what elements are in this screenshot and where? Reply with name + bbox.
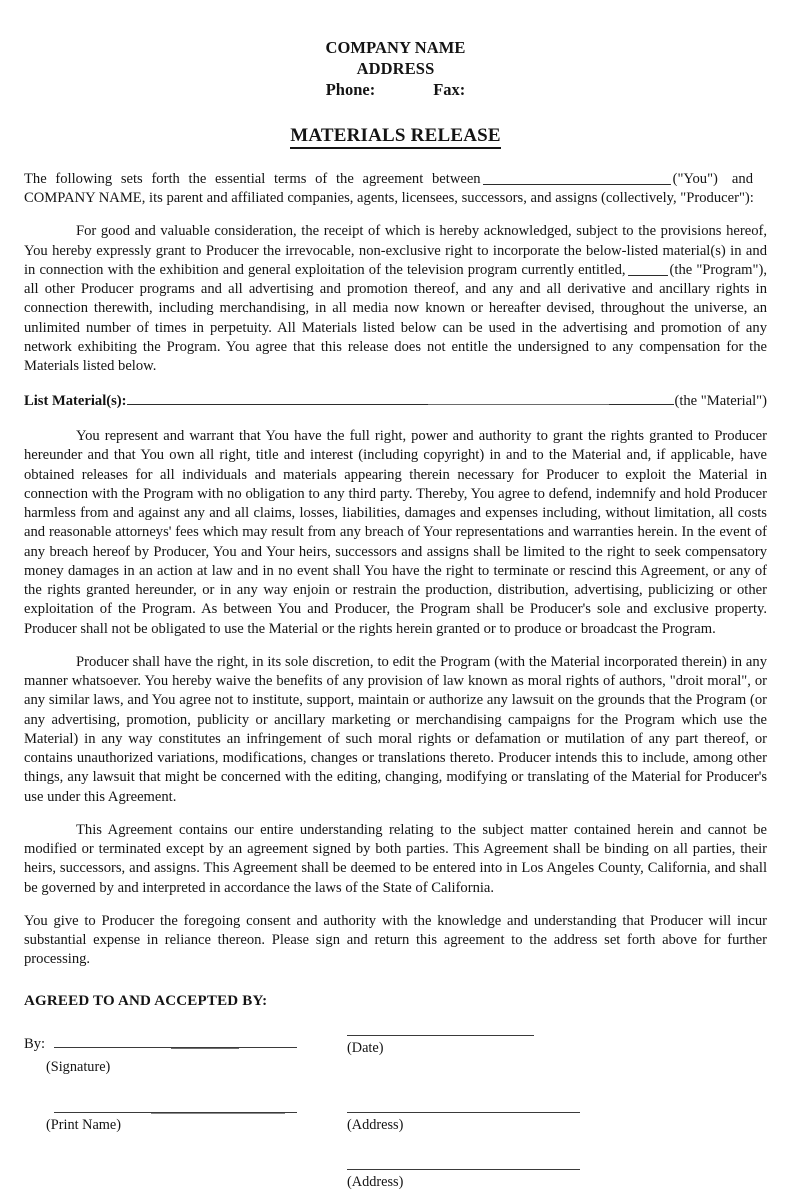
intro-text-c: and	[731, 170, 753, 187]
intro-text-d: COMPANY NAME, its parent and affiliated companies, agents, licensees, successors, and assigns (collectively, "Producer"):	[24, 190, 754, 207]
party-name-blank[interactable]	[483, 170, 671, 185]
signature-caption: (Signature)	[46, 1058, 111, 1075]
company-address: ADDRESS	[356, 58, 435, 78]
paragraph-entire-agreement: This Agreement contains our entire understanding relating to the subject matter contained herein and cannot be modified or terminated except by an agreement signed by both parties. This Agreement shall be binding on all parties, their heirs, successors, and assigns. This Agreement shall be deemed to be entered into in Los Angeles County, California, and shall be governed by and interpreted in accordance the laws of the State of California.	[24, 821, 767, 896]
letterhead	[24, 38, 767, 101]
paragraph-intro	[24, 170, 767, 209]
address-input-line-1[interactable]	[347, 1112, 580, 1113]
print-name-line-wrap	[24, 1112, 347, 1113]
intro-text-a: The following sets forth the essential terms of the agreement between	[24, 170, 481, 187]
list-materials-label: List Material(s):	[24, 392, 127, 409]
document-page	[0, 38, 791, 1191]
signature-column-right-3	[347, 1169, 767, 1192]
document-body	[24, 170, 767, 1192]
signature-row-1	[24, 1035, 767, 1076]
phone-label: Phone:	[325, 80, 376, 100]
paragraph-closing: You give to Producer the foregoing consent and authority with the knowledge and understanding that Producer will incur substantial expense in reliance thereon. Please sign and return this agreement to the address set forth above for further processing.	[24, 912, 767, 968]
list-materials-input-line[interactable]	[127, 390, 675, 404]
signature-column-left-1	[24, 1035, 347, 1076]
signature-column-left-2	[24, 1112, 347, 1135]
signature-block	[24, 1035, 767, 1192]
company-name: COMPANY NAME	[325, 38, 466, 57]
phone-fax-line	[24, 80, 767, 101]
list-materials-field-row	[24, 390, 767, 411]
program-title-blank[interactable]	[628, 261, 668, 276]
date-input-line[interactable]	[347, 1035, 534, 1036]
signature-row-3	[24, 1169, 767, 1192]
paragraph-warranty: You represent and warrant that You have the full right, power and authority to grant the rights granted to Producer hereunder and that You own all right, title and interest (including copyright) in and to the Material and, if applicable, have obtained releases for all individuals and materials appearing therein necessary for Producer to exploit the Material in connection with the Program with no obligation to any third party. Thereby, You agree to defend, indemnify and hold Producer harmless from and against any and all claims, losses, liabilities, damages and expenses including, without limitation, all costs and reasonable attorneys' fees which may result from any breach of Your representations and warranties herein. In the event of any breach hereof by Producer, You and Your heirs, successors and assigns shall be limited to the right to seek compensatory money damages in an action at law and in no event shall You have the right to terminate or rescind this Agreement, or any of the rights granted hereunder, or in any way enjoin or restrain the production, distribution, advertising, publicizing or other exploitation of the Program. As between You and Producer, the Program shall be Producer's sole and exclusive property. Producer shall not be obligated to use the Material or the rights herein granted or to produce or broadcast the Program.	[24, 428, 767, 637]
address-caption-1: (Address)	[347, 1117, 404, 1134]
signature-spacer-1	[24, 1076, 767, 1112]
page-title-text: MATERIALS RELEASE	[290, 125, 501, 149]
address-caption-2: (Address)	[347, 1174, 404, 1191]
signature-row-2	[24, 1112, 767, 1135]
signature-column-right-2	[347, 1112, 767, 1135]
paragraph-grant	[24, 222, 767, 376]
paragraph-edit-rights: Producer shall have the right, in its sole discretion, to edit the Program (with the Material incorporated therein) in any manner whatsoever. You hereby waive the benefits of any provision of law known as moral rights of authors, "droit moral", or any similar laws, and You agree not to institute, support, maintain or authorize any lawsuit on the grounds that the Program (or any advertising, promotion, publicity or ancillary marketing or merchandising campaigns for the Program which use the Material) in any way constitutes an infringement of such moral rights or defamation or mutilation of any part thereof, or contains unauthorized variations, modifications, changes or translations thereto. Producer intends this to include, among other things, any lawsuit that might be concerned with the editing, changing, modifying or translating of the Material for Producer's use under this Agreement.	[24, 653, 767, 805]
print-name-caption: (Print Name)	[46, 1117, 122, 1134]
date-caption: (Date)	[347, 1040, 384, 1057]
signature-spacer-2	[24, 1135, 767, 1169]
agreed-heading: AGREED TO AND ACCEPTED BY:	[24, 992, 268, 1009]
page-title	[24, 125, 767, 147]
signature-input-line[interactable]	[54, 1047, 297, 1048]
address-input-line-2[interactable]	[347, 1169, 580, 1170]
intro-text-b: ("You")	[672, 170, 718, 187]
by-label: By:	[24, 1036, 46, 1053]
grant-text-b: (the "Program"), all other Producer programs and all advertising and promotion thereof, and any and all derivative and ancillary rights in connection therewith, including merchandising, in all media now known or hereafter devised, throughout the universe, an unlimited number of times in perpetuity. All Materials listed below can be used in the advertising and promotion of any network exhibiting the Program. You agree that this release does not entitle the undersigned to any compensation for the Materials listed below.	[24, 261, 767, 375]
fax-label: Fax:	[433, 80, 466, 100]
list-materials-suffix: (the "Material")	[674, 392, 767, 409]
print-name-input-line[interactable]	[54, 1112, 297, 1113]
grant-text-a: For good and valuable consideration, the receipt of which is hereby acknowledged, subject to the provisions hereof, You hereby expressly grant to Producer the irrevocable, non-exclusive right to incorporate the below-listed material(s) in and in connection with the exhibition and general exploitation of the television program currently entitled,	[24, 223, 767, 278]
signature-column-right-1	[347, 1035, 767, 1058]
